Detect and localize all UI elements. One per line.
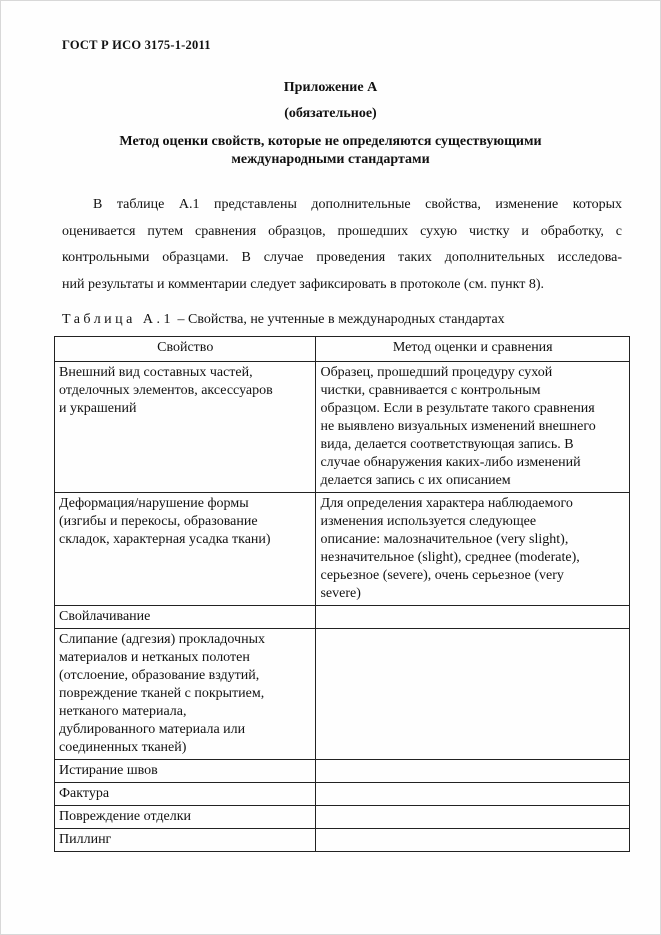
method-cell bbox=[316, 829, 630, 852]
table-caption-label: Таблица А.1 bbox=[62, 312, 174, 327]
method-cell bbox=[316, 806, 630, 829]
method-cell: Образец, прошедший процедуру сухой чистки, сравнивается с контрольным образцом. Если в результате такого сравнения не выявлено визуальных изменений внешнего вида, делается соответствующая запись. В случае обнаружения каких-либо изменений делается запись с их описанием bbox=[316, 362, 630, 493]
paragraph-line-1: В таблице А.1 представлены дополнительные свойства, изменение которых bbox=[93, 197, 622, 212]
table-caption bbox=[62, 312, 505, 328]
table-header-row bbox=[55, 337, 630, 362]
intro-paragraph bbox=[62, 192, 622, 298]
appendix-status: (обязательное) bbox=[284, 106, 377, 121]
paragraph-line-2: оценивается путем сравнения образцов, прошедших сухую чистку и обработку, с bbox=[62, 223, 622, 239]
table-row bbox=[55, 493, 630, 606]
property-cell: Истирание швов bbox=[55, 760, 316, 783]
table-row bbox=[55, 829, 630, 852]
method-cell: Для определения характера наблюдаемого изменения используется следующее описание: малозначительное (very slight), незначительное (slight), среднее (moderate), серьезное (severe), очень серьезное (very severe) bbox=[316, 493, 630, 606]
paragraph-line-3: контрольными образцами. В случае проведения таких дополнительных исследова- bbox=[62, 250, 622, 265]
property-cell: Слипание (адгезия) прокладочных материалов и нетканых полотен (отслоение, образование вздутий, повреждение тканей с покрытием, нетканого материала, дублированного материала или соединенных тканей) bbox=[55, 629, 316, 760]
method-cell bbox=[316, 629, 630, 760]
method-cell bbox=[316, 783, 630, 806]
table-row bbox=[55, 629, 630, 760]
property-cell: Пиллинг bbox=[55, 829, 316, 852]
method-title bbox=[0, 133, 661, 169]
table-caption-text: – Свойства, не учтенные в международных стандартах bbox=[174, 312, 505, 327]
properties-table bbox=[54, 336, 630, 852]
table-row bbox=[55, 806, 630, 829]
appendix-title: Приложение А bbox=[283, 80, 378, 95]
method-title-line-2: международными стандартами bbox=[231, 152, 430, 167]
table-row bbox=[55, 606, 630, 629]
paragraph-line-4: ний результаты и комментарии следует зафиксировать в протоколе (см. пункт 8). bbox=[62, 276, 545, 292]
table-row bbox=[55, 783, 630, 806]
method-cell bbox=[316, 760, 630, 783]
column-header-property: Свойство bbox=[55, 337, 316, 362]
table-row bbox=[55, 362, 630, 493]
property-cell: Свойлачивание bbox=[55, 606, 316, 629]
property-cell: Повреждение отделки bbox=[55, 806, 316, 829]
method-title-line-1: Метод оценки свойств, которые не определяются существующими bbox=[119, 134, 542, 149]
property-cell: Фактура bbox=[55, 783, 316, 806]
column-header-method: Метод оценки и сравнения bbox=[316, 337, 630, 362]
property-cell: Деформация/нарушение формы (изгибы и перекосы, образование складок, характерная усадка ткани) bbox=[55, 493, 316, 606]
document-header: ГОСТ Р ИСО 3175-1-2011 bbox=[62, 38, 211, 52]
table-row bbox=[55, 760, 630, 783]
method-cell bbox=[316, 606, 630, 629]
property-cell: Внешний вид составных частей, отделочных элементов, аксессуаров и украшений bbox=[55, 362, 316, 493]
